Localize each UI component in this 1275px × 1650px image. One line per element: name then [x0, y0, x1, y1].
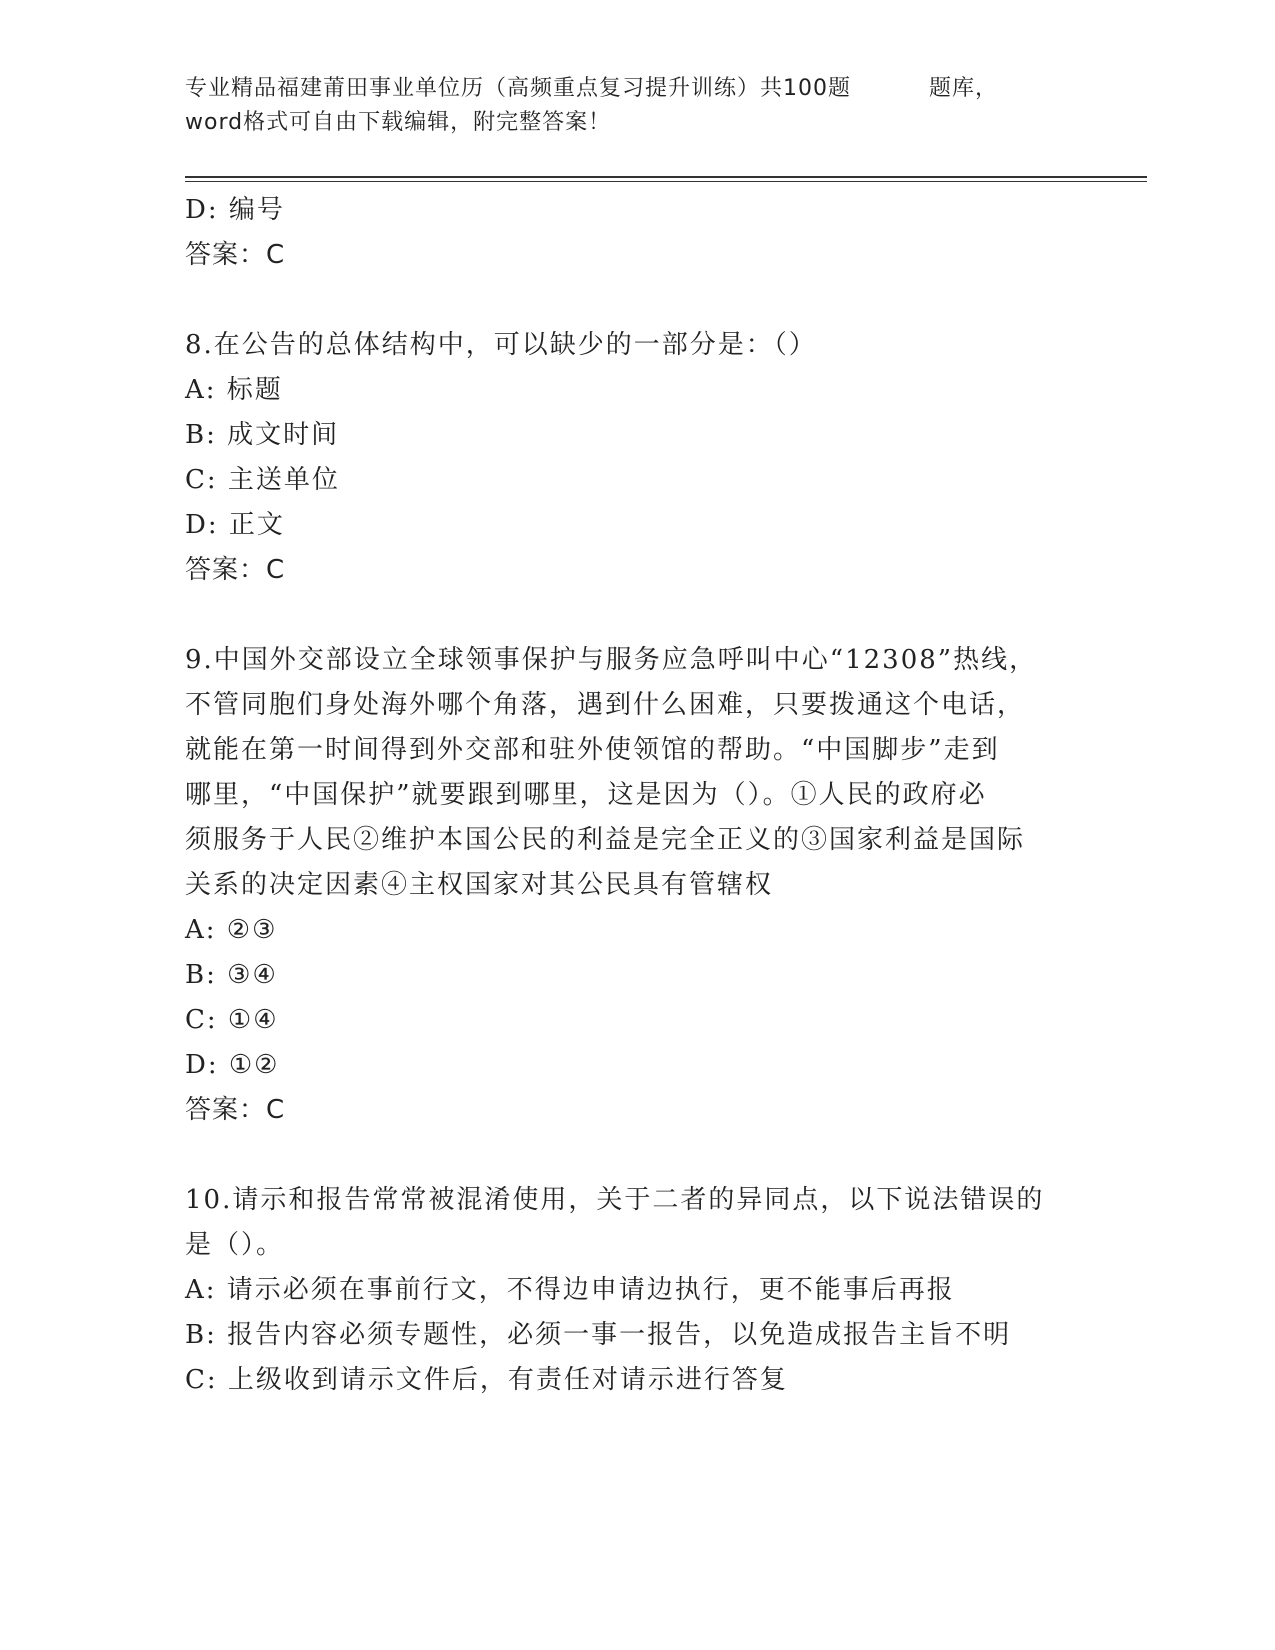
q10-option-a: A: 请示必须在事前行文，不得边申请边执行，更不能事后再报: [185, 1275, 955, 1305]
q8-option-c: C: 主送单位: [185, 465, 340, 495]
prev-answer: 答案：C: [185, 240, 286, 270]
q10-stem-line-1: 10.请示和报告常常被混淆使用，关于二者的异同点，以下说法错误的: [185, 1185, 1045, 1215]
header-line-1: [185, 72, 1065, 106]
header-title: 专业精品福建莆田事业单位历（高频重点复习提升训练）共100题: [185, 76, 851, 101]
q10-option-b: B: 报告内容必须专题性，必须一事一报告，以免造成报告主旨不明: [185, 1320, 1012, 1350]
question-content: [185, 188, 1085, 1403]
q9-stem-line-4: 哪里，“中国保护”就要跟到哪里，这是因为（）。①人民的政府必: [185, 780, 987, 810]
q9-answer: 答案：C: [185, 1095, 286, 1125]
document-header: [185, 72, 1065, 140]
q8-stem: 8.在公告的总体结构中，可以缺少的一部分是：（）: [185, 330, 817, 360]
prev-option-d: D: 编号: [185, 195, 285, 225]
q8-option-d: D: 正文: [185, 510, 285, 540]
header-divider-thick: [185, 176, 1147, 178]
q9-option-d: D: ①②: [185, 1050, 280, 1080]
q9-stem-line-3: 就能在第一时间得到外交部和驻外使领馆的帮助。“中国脚步”走到: [185, 735, 1000, 765]
q8-option-a: A: 标题: [185, 375, 283, 405]
q9-stem-line-1: 9.中国外交部设立全球领事保护与服务应急呼叫中心“12308”热线，: [185, 645, 1038, 675]
q9-stem-line-5: 须服务于人民②维护本国公民的利益是完全正义的③国家利益是国际: [185, 825, 1026, 855]
header-line-2: word格式可自由下载编辑，附完整答案！: [185, 110, 612, 135]
q9-option-a: A: ②③: [185, 915, 278, 945]
q9-stem-line-6: 关系的决定因素④主权国家对其公民具有管辖权: [185, 870, 774, 900]
q10-option-c: C: 上级收到请示文件后，有责任对请示进行答复: [185, 1365, 788, 1395]
header-title-suffix: 题库，: [929, 76, 999, 101]
q10-stem-line-2: 是（）。: [185, 1230, 285, 1260]
header-divider-thin: [185, 181, 1147, 182]
q9-option-c: C: ①④: [185, 1005, 279, 1035]
q9-option-b: B: ③④: [185, 960, 278, 990]
q8-answer: 答案：C: [185, 555, 286, 585]
q9-stem-line-2: 不管同胞们身处海外哪个角落，遇到什么困难，只要拨通这个电话，: [185, 690, 1026, 720]
q8-option-b: B: 成文时间: [185, 420, 340, 450]
